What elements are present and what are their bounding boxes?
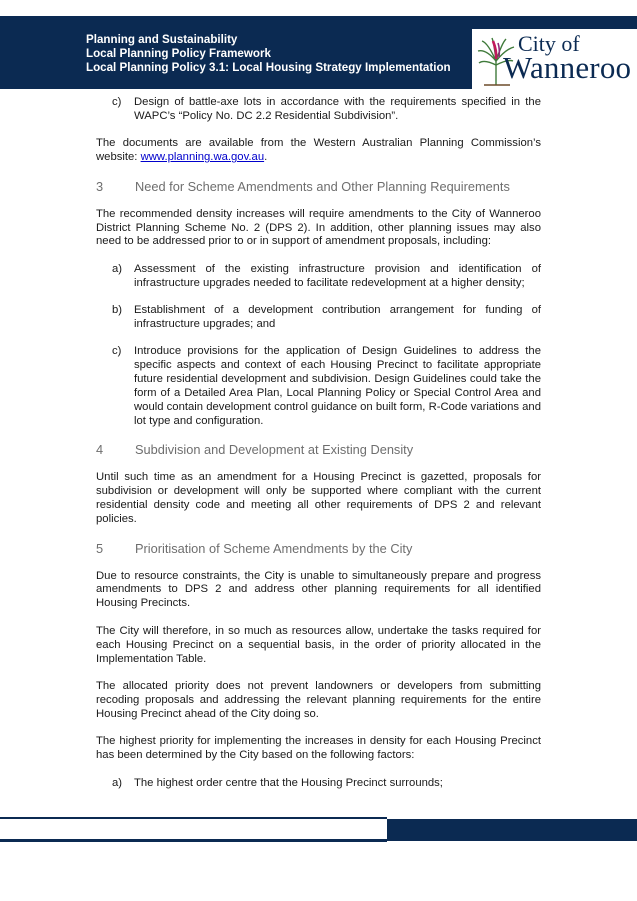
list-marker: a)	[112, 262, 123, 275]
page-header	[0, 16, 637, 89]
list-text: Assessment of the existing infrastructure provision and identification of infrastructure upgrades needed to facilitate redevelopment at a higher density;	[134, 262, 541, 289]
list-text: Introduce provisions for the application of Design Guidelines to address the specific aspects and context of each Housing Precinct to facilitate appropriate future residential development and subdivision. Design Guidelines could take the form of a Detailed Area Plan, Local Planning Policy or Special Control Area and would contain development control guidance on built form, R-Code variations and lot type and configuration.	[134, 345, 541, 427]
list-marker: a)	[112, 776, 123, 789]
footer-rule	[0, 839, 387, 842]
logo-name-text: Wanneroo	[503, 50, 632, 85]
section-title: Subdivision and Development at Existing Density	[135, 442, 414, 458]
documents-text-end: .	[264, 151, 268, 164]
header-line-3: Local Planning Policy 3.1: Local Housing Strategy Implementation	[86, 61, 451, 74]
planning-website-link[interactable]: www.planning.wa.gov.au	[140, 151, 265, 164]
footer-block	[387, 819, 637, 841]
section-title: Need for Scheme Amendments and Other Planning Requirements	[135, 178, 510, 194]
list-item	[96, 96, 541, 124]
list-marker: c)	[112, 345, 122, 358]
paragraph: The allocated priority does not prevent landowners or developers from submitting recoding proposals and addressing the relevant planning requirements for the entire Housing Precinct ahead of the City doing so.	[96, 679, 541, 720]
paragraph: Due to resource constraints, the City is unable to simultaneously prepare and progress amendments to DPS 2 and address other planning requirements for all identified Housing Precincts.	[96, 569, 541, 610]
page-content	[96, 96, 541, 804]
section-title: Prioritisation of Scheme Amendments by the City	[135, 540, 413, 556]
list-item	[96, 263, 541, 291]
paragraph: The highest priority for implementing the increases in density for each Housing Precinct has been determined by the City based on the following factors:	[96, 735, 541, 762]
section-heading-3	[96, 179, 541, 194]
list-text: Establishment of a development contribution arrangement for funding of infrastructure upgrades; and	[134, 304, 541, 331]
city-logo	[472, 29, 637, 89]
header-titles	[86, 33, 451, 75]
section-heading-5	[96, 541, 541, 556]
list-item	[96, 777, 541, 791]
paragraph: The City will therefore, in so much as resources allow, undertake the tasks required for each Housing Precinct on a sequential basis, in the order of priority allocated in the Implementation Table.	[96, 624, 541, 665]
paragraph: The recommended density increases will require amendments to the City of Wanneroo District Planning Scheme No. 2 (DPS 2). In addition, other planning issues may also need to be addressed prior to or in support of amendment proposals, including:	[96, 207, 541, 248]
logo-city-text: City of	[518, 31, 580, 56]
list-item	[96, 304, 541, 332]
documents-paragraph	[96, 137, 541, 165]
section-number: 5	[96, 540, 104, 556]
list-marker: c)	[112, 96, 122, 108]
footer-band	[0, 819, 387, 839]
list-text: Design of battle-axe lots in accordance with the requirements specified in the WAPC’s “Policy No. DC 2.2 Residential Subdivision”.	[134, 96, 541, 122]
paragraph: Until such time as an amendment for a Housing Precinct is gazetted, proposals for subdivision or development will only be supported where compliant with the current residential density code and meeting all other requirements of DPS 2 and relevant policies.	[96, 471, 541, 526]
section-number: 4	[96, 442, 104, 458]
list-text: The highest order centre that the Housing Precinct surrounds;	[134, 776, 443, 789]
section-number: 3	[96, 178, 104, 194]
list-item	[96, 345, 541, 428]
documents-text: The documents are available from the Western Australian Planning Commission’s website:	[96, 137, 541, 164]
header-line-1: Planning and Sustainability	[86, 33, 238, 46]
header-line-2: Local Planning Policy Framework	[86, 47, 271, 60]
section-heading-4	[96, 442, 541, 457]
list-marker: b)	[112, 304, 123, 317]
